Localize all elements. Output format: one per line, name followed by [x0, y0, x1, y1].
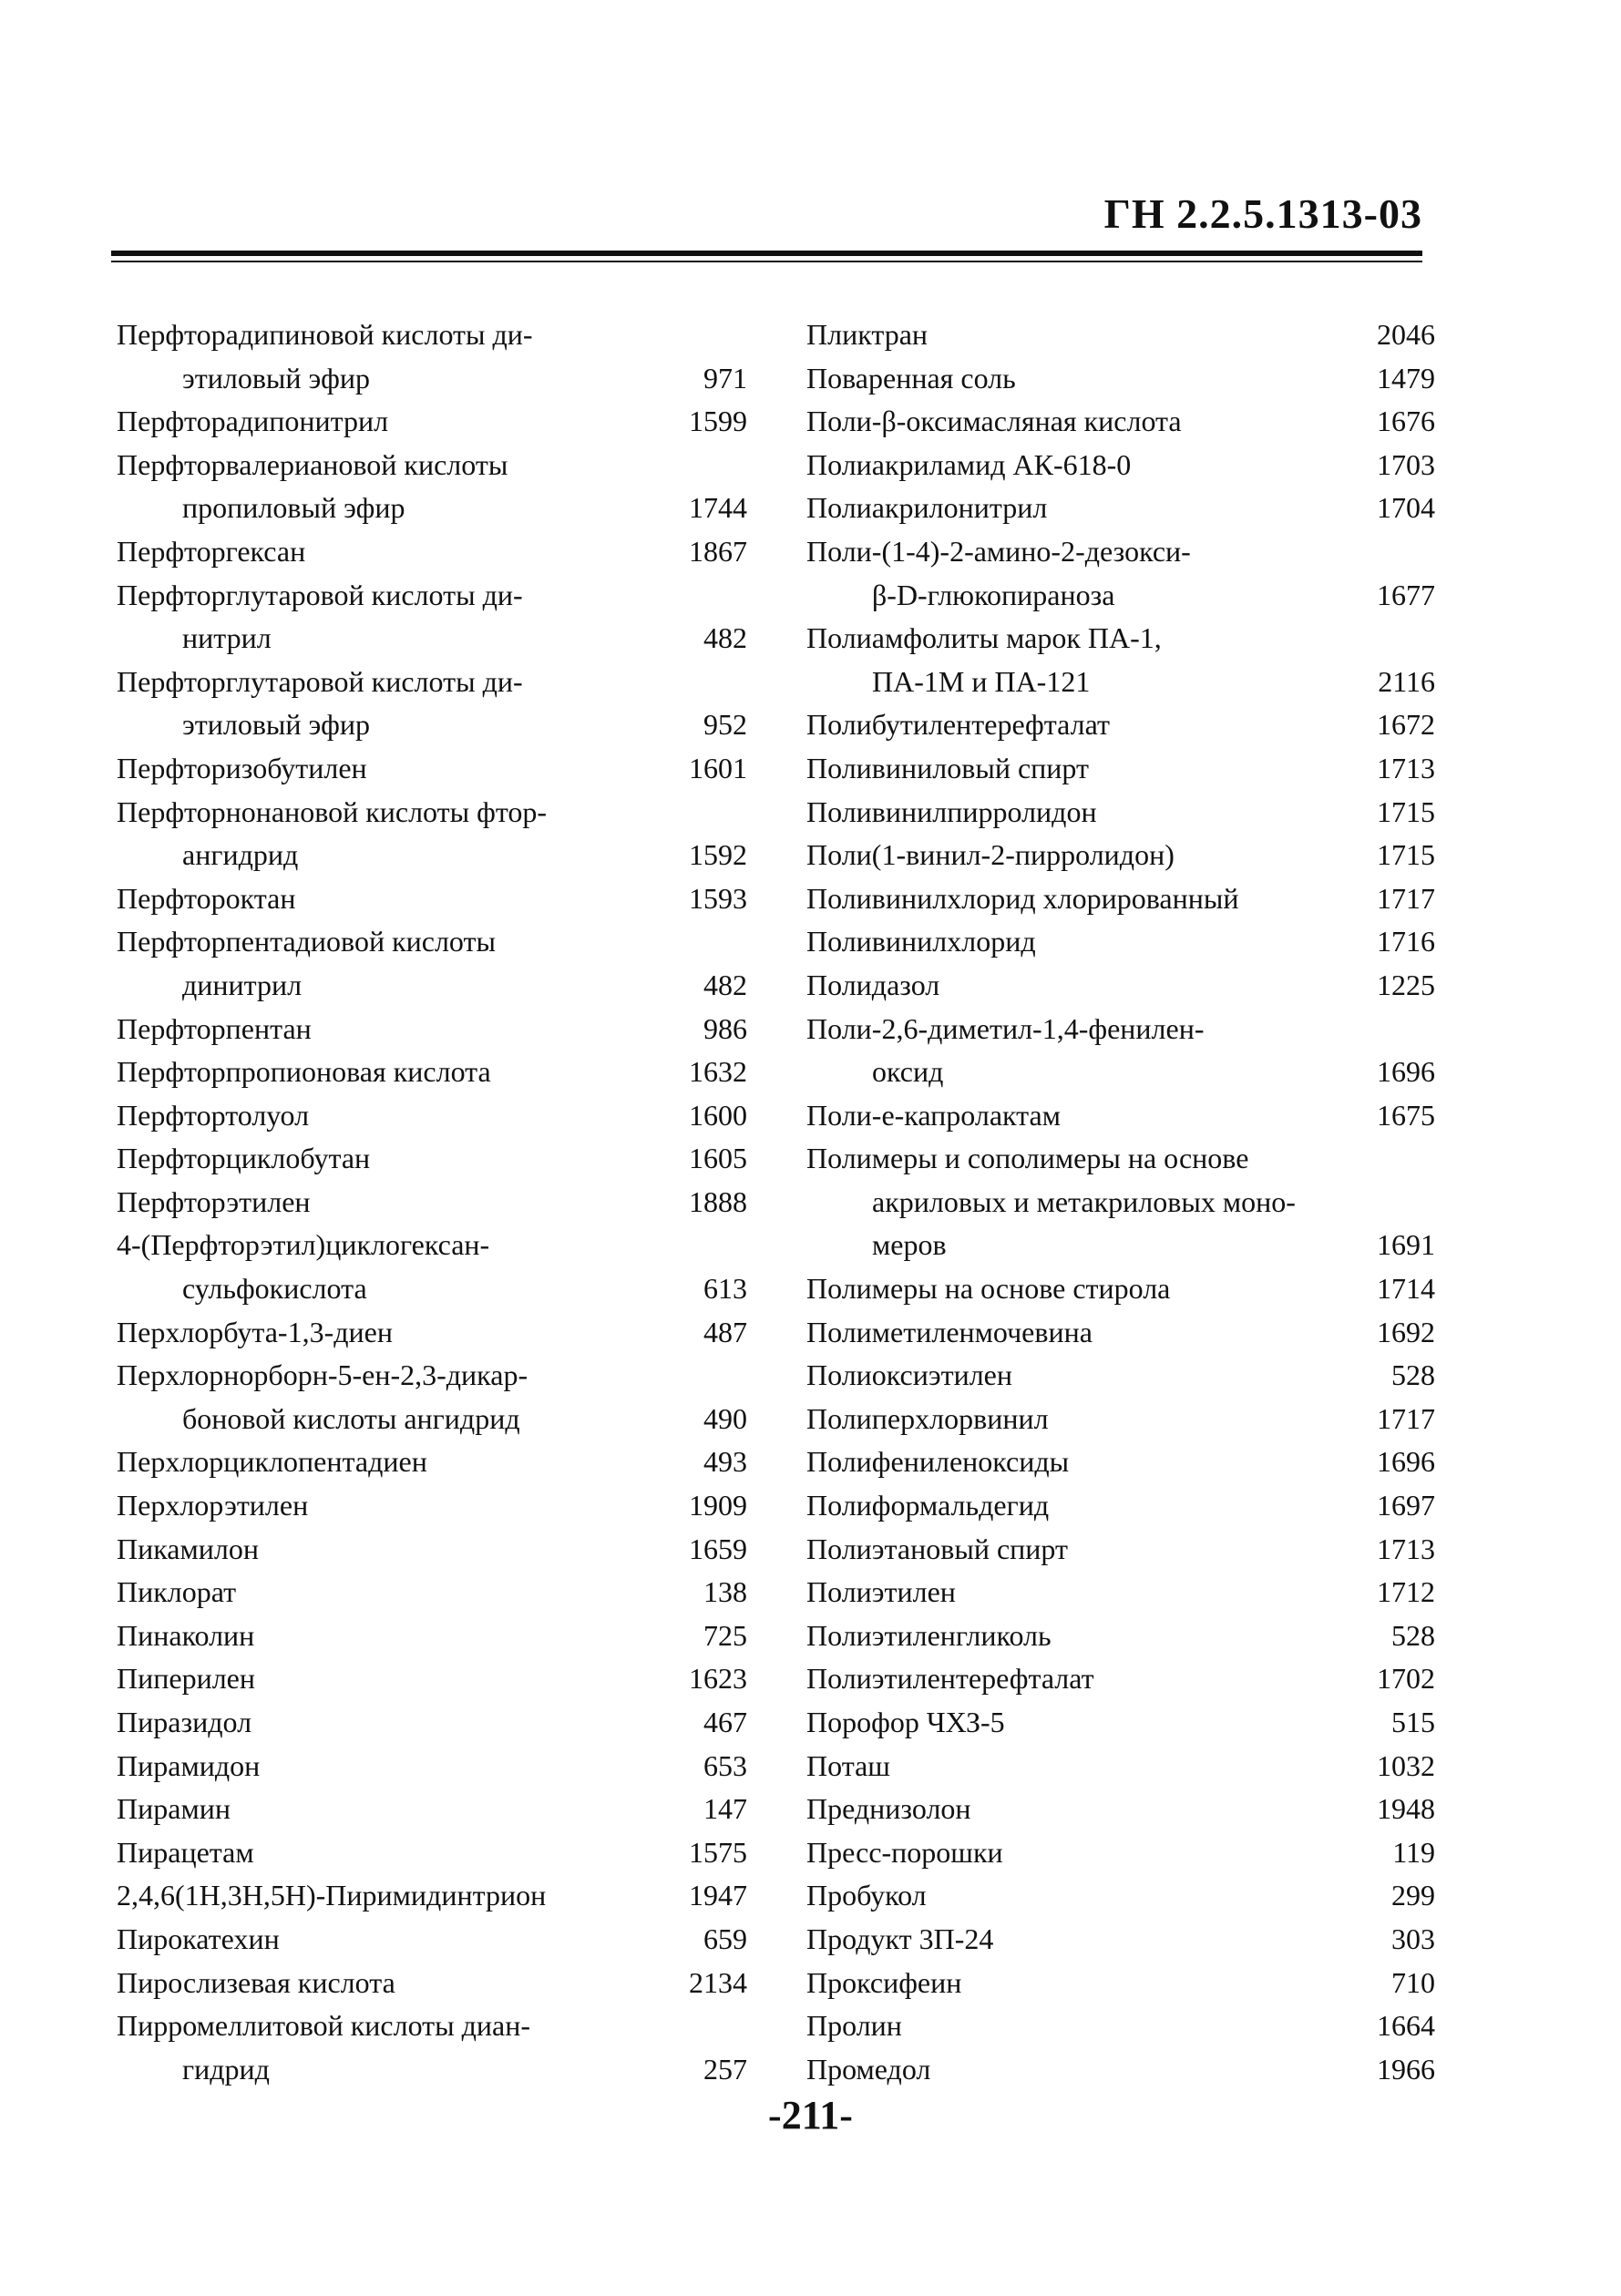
index-entry: [117, 1137, 747, 1181]
entry-page-number: [1362, 1181, 1435, 1225]
index-entry: [117, 1311, 747, 1355]
index-entry: [806, 964, 1435, 1008]
entry-name: Поли-β-оксимасляная кислота: [806, 405, 1182, 438]
index-entry: [117, 1962, 747, 2005]
index-entry: [117, 1745, 747, 1789]
entry-page-number: [674, 313, 747, 357]
entry-page-number: [674, 574, 747, 618]
entry-page-number: 1867: [689, 534, 747, 568]
entry-page-number: 490: [703, 1401, 747, 1435]
entry-page-number: 1714: [1377, 1272, 1435, 1306]
entry-name: Полибутилентерефталат: [806, 708, 1110, 742]
entry-page-number: 725: [703, 1618, 747, 1652]
entry-page-number: 1672: [1377, 708, 1435, 742]
entry-page-number: [1362, 1008, 1435, 1051]
entry-name: Поваренная соль: [806, 361, 1016, 395]
entry-name: Поташ: [806, 1748, 890, 1782]
entry-page-number: 2116: [1378, 664, 1435, 698]
entry-name: Перфторгексан: [117, 534, 306, 568]
index-entry: [117, 834, 747, 877]
index-entry: [117, 1267, 747, 1311]
index-entry: [117, 1008, 747, 1051]
index-entry: [117, 1181, 747, 1225]
entry-page-number: 613: [703, 1272, 747, 1306]
entry-page-number: 1713: [1377, 751, 1435, 784]
entry-name: Продукт 3П-24: [806, 1922, 994, 1955]
entry-name: Полиэтилен: [806, 1575, 956, 1609]
entry-page-number: 482: [703, 621, 747, 655]
entry-name: Поли-2,6-диметил-1,4-фенилен-: [806, 1011, 1205, 1045]
entry-name: Поливиниловый спирт: [806, 751, 1089, 784]
index-entry: [806, 1874, 1435, 1918]
entry-page-number: 1225: [1377, 968, 1435, 1001]
entry-name: Полиметиленмочевина: [806, 1315, 1093, 1348]
index-entry: [117, 444, 747, 487]
entry-name: Пиразидол: [117, 1706, 252, 1738]
entry-name: Полиакрилонитрил: [806, 491, 1048, 525]
entry-name: Полиамфолиты марок ПА-1,: [806, 621, 1162, 655]
entry-page-number: [674, 2004, 747, 2048]
entry-page-number: 1696: [1377, 1445, 1435, 1479]
entry-name: Преднизолон: [806, 1792, 971, 1826]
entry-name: Перфтороктан: [117, 881, 296, 915]
index-entry: [806, 1008, 1435, 1051]
entry-page-number: 2134: [689, 1965, 747, 1999]
index-entry: [806, 834, 1435, 877]
entry-name: Перхлорэтилен: [117, 1489, 309, 1522]
index-entry: [117, 877, 747, 921]
entry-page-number: [1362, 530, 1435, 574]
entry-name: Пирацетам: [117, 1835, 254, 1869]
entry-page-number: 1966: [1377, 2052, 1435, 2086]
entry-page-number: 1676: [1377, 405, 1435, 438]
index-entry: [117, 661, 747, 704]
entry-name: Пиклорат: [117, 1575, 237, 1609]
entry-name: Перфторизобутилен: [117, 751, 367, 784]
index-entry: [117, 2048, 747, 2092]
entry-name: Перхлорциклопентадиен: [117, 1445, 427, 1479]
entry-page-number: 1692: [1377, 1315, 1435, 1348]
index-entry: [117, 530, 747, 574]
entry-page-number: 1677: [1377, 578, 1435, 611]
entry-name: Перфторциклобутан: [117, 1142, 371, 1175]
entry-page-number: [674, 661, 747, 704]
index-entry: [806, 1354, 1435, 1398]
entry-name: Полифениленоксиды: [806, 1445, 1070, 1479]
index-entry: [806, 1224, 1435, 1267]
entry-name: Пробукол: [806, 1879, 927, 1912]
entry-name: меров: [872, 1228, 947, 1262]
header-rule-thick: [111, 251, 1422, 256]
entry-name: Полимеры на основе стирола: [806, 1272, 1171, 1306]
index-entry: [117, 313, 747, 357]
entry-name: Полидазол: [806, 968, 940, 1001]
index-entry: [806, 1745, 1435, 1789]
index-entry: [117, 1094, 747, 1138]
index-entry: [806, 1528, 1435, 1572]
entry-name: Пирокатехин: [117, 1922, 280, 1955]
index-entry: [117, 1354, 747, 1398]
index-entry: [117, 703, 747, 747]
entry-name: Поливинилпирролидон: [806, 794, 1097, 828]
index-entry: [117, 920, 747, 964]
entry-page-number: 138: [703, 1575, 747, 1609]
entry-name: акриловых и метакриловых моно-: [872, 1184, 1296, 1218]
index-entry: [117, 2004, 747, 2048]
index-entry: [806, 1398, 1435, 1441]
entry-page-number: 1479: [1377, 361, 1435, 395]
index-entry: [117, 1788, 747, 1831]
entry-name: Перфторпентадиовой кислоты: [117, 925, 496, 958]
entry-page-number: 1696: [1377, 1055, 1435, 1089]
index-column-right: [806, 313, 1435, 2091]
entry-name: Перхлорнорборн-5-ен-2,3-дикар-: [117, 1358, 528, 1392]
entry-name: Перфторнонановой кислоты фтор-: [117, 794, 548, 828]
entry-name: Пикамилон: [117, 1532, 259, 1565]
entry-name: Полиэтилентерефталат: [806, 1662, 1094, 1696]
entry-page-number: 1623: [689, 1662, 747, 1696]
index-entry: [806, 661, 1435, 704]
entry-page-number: [1362, 617, 1435, 661]
entry-page-number: 1704: [1377, 491, 1435, 525]
entry-name: Перфтортолуол: [117, 1098, 310, 1132]
index-entry: [806, 1051, 1435, 1094]
entry-page-number: 493: [703, 1445, 747, 1479]
entry-name: этиловый эфир: [182, 708, 370, 742]
index-entry: [117, 1831, 747, 1875]
index-entry: [806, 791, 1435, 835]
entry-name: Полиперхлорвинил: [806, 1401, 1049, 1435]
entry-name: Пирамидон: [117, 1748, 261, 1782]
entry-page-number: 1909: [689, 1489, 747, 1522]
index-entry: [806, 313, 1435, 357]
entry-page-number: [674, 1354, 747, 1398]
entry-name: Поли-(1-4)-2-амино-2-дезокси-: [806, 534, 1191, 568]
entry-page-number: 1691: [1377, 1228, 1435, 1262]
entry-page-number: 119: [1392, 1835, 1435, 1869]
entry-page-number: 528: [1391, 1358, 1435, 1392]
index-entry: [806, 1311, 1435, 1355]
index-entry: [117, 1657, 747, 1701]
index-entry: [806, 1137, 1435, 1181]
entry-page-number: 1948: [1377, 1792, 1435, 1826]
entry-page-number: 1659: [689, 1532, 747, 1565]
entry-page-number: 467: [703, 1706, 747, 1738]
index-entry: [117, 1701, 747, 1745]
index-entry: [117, 400, 747, 444]
entry-page-number: 1715: [1377, 838, 1435, 872]
entry-page-number: 659: [703, 1922, 747, 1955]
entry-name: Перфторадипиновой кислоты ди-: [117, 318, 533, 351]
entry-page-number: 710: [1391, 1965, 1435, 1999]
entry-page-number: 1712: [1377, 1575, 1435, 1609]
entry-name: Порофор ЧХЗ-5: [806, 1706, 1005, 1738]
entry-name: Промедол: [806, 2052, 931, 2086]
entry-page-number: 986: [703, 1011, 747, 1045]
index-entry: [806, 1614, 1435, 1658]
entry-name: β-D-глюкопираноза: [872, 578, 1115, 611]
entry-page-number: 1592: [689, 838, 747, 872]
entry-name: пропиловый эфир: [182, 491, 405, 525]
index-entry: [806, 2048, 1435, 2092]
entry-name: динитрил: [182, 968, 303, 1001]
entry-page-number: 1744: [689, 491, 747, 525]
entry-name: Поли-е-капролактам: [806, 1098, 1061, 1132]
entry-name: Перфторглутаровой кислоты ди-: [117, 664, 523, 698]
index-entry: [806, 1918, 1435, 1962]
entry-name: Полиоксиэтилен: [806, 1358, 1012, 1392]
entry-page-number: [674, 791, 747, 835]
index-entry: [806, 487, 1435, 530]
entry-name: боновой кислоты ангидрид: [182, 1401, 520, 1435]
index-entry: [117, 1571, 747, 1614]
entry-name: Перфторпентан: [117, 1011, 312, 1045]
entry-name: Перфторглутаровой кислоты ди-: [117, 578, 523, 611]
index-entry: [806, 1571, 1435, 1614]
index-entry: [117, 1918, 747, 1962]
entry-name: Пролин: [806, 2009, 902, 2043]
index-entry: [806, 1267, 1435, 1311]
entry-page-number: 482: [703, 968, 747, 1001]
entry-name: Пирромеллитовой кислоты диан-: [117, 2009, 531, 2043]
entry-page-number: 1697: [1377, 1489, 1435, 1522]
entry-page-number: 1715: [1377, 794, 1435, 828]
entry-page-number: 971: [703, 361, 747, 395]
index-entry: [806, 1788, 1435, 1831]
entry-name: гидрид: [182, 2052, 270, 2086]
entry-page-number: 303: [1391, 1922, 1435, 1955]
index-entry: [806, 1484, 1435, 1528]
index-entry: [806, 747, 1435, 791]
entry-page-number: 299: [1391, 1879, 1435, 1912]
index-entry: [806, 2004, 1435, 2048]
index-entry: [117, 574, 747, 618]
entry-page-number: 1599: [689, 405, 747, 438]
index-entry: [117, 964, 747, 1008]
index-entry: [117, 791, 747, 835]
entry-name: оксид: [872, 1055, 944, 1089]
entry-name: ангидрид: [182, 838, 299, 872]
index-entry: [117, 357, 747, 401]
index-entry: [806, 1701, 1435, 1745]
entry-page-number: 1888: [689, 1184, 747, 1218]
document-code: ГН 2.2.5.1313-03: [1103, 190, 1422, 237]
index-entry: [806, 574, 1435, 618]
entry-page-number: 1717: [1377, 881, 1435, 915]
entry-page-number: 2046: [1377, 318, 1435, 351]
index-entry: [117, 747, 747, 791]
entry-page-number: 257: [703, 2052, 747, 2086]
index-entry: [806, 703, 1435, 747]
index-entry: [117, 1528, 747, 1572]
entry-page-number: 1601: [689, 751, 747, 784]
entry-page-number: 1713: [1377, 1532, 1435, 1565]
entry-page-number: 1593: [689, 881, 747, 915]
entry-name: Поливинилхлорид: [806, 925, 1036, 958]
entry-name: Полиформальдегид: [806, 1489, 1050, 1522]
entry-name: Полиакриламид АК-618-0: [806, 447, 1132, 481]
index-entry: [806, 357, 1435, 401]
entry-name: 4-(Перфторэтил)циклогексан-: [117, 1228, 490, 1262]
entry-name: Пиперилен: [117, 1662, 255, 1696]
index-entry: [117, 617, 747, 661]
entry-page-number: 1703: [1377, 447, 1435, 481]
index-entry: [806, 444, 1435, 487]
index-entry: [117, 1398, 747, 1441]
entry-page-number: 1716: [1377, 925, 1435, 958]
entry-name: Перхлорбута-1,3-диен: [117, 1315, 393, 1348]
entry-page-number: 1947: [689, 1879, 747, 1912]
index-entry: [117, 1874, 747, 1918]
entry-name: нитрил: [182, 621, 272, 655]
entry-name: Пирамин: [117, 1792, 231, 1826]
entry-page-number: 1575: [689, 1835, 747, 1869]
entry-page-number: 487: [703, 1315, 747, 1348]
index-entry: [117, 1614, 747, 1658]
index-entry: [117, 1224, 747, 1267]
entry-name: сульфокислота: [182, 1272, 367, 1306]
entry-name: Полиэтановый спирт: [806, 1532, 1068, 1565]
index-entry: [117, 1440, 747, 1484]
entry-page-number: 1675: [1377, 1098, 1435, 1132]
entry-page-number: 515: [1391, 1706, 1435, 1738]
entry-name: Пинаколин: [117, 1618, 255, 1652]
entry-name: Пресс-порошки: [806, 1835, 1003, 1869]
entry-page-number: 1032: [1377, 1748, 1435, 1782]
index-entry: [117, 1051, 747, 1094]
entry-page-number: 1632: [689, 1055, 747, 1089]
index-entry: [806, 877, 1435, 921]
entry-page-number: 653: [703, 1748, 747, 1782]
entry-name: Поливинилхлорид хлорированный: [806, 881, 1239, 915]
index-entry: [806, 1962, 1435, 2005]
entry-page-number: 528: [1391, 1618, 1435, 1652]
entry-name: Пирослизевая кислота: [117, 1965, 395, 1999]
entry-page-number: 1702: [1377, 1662, 1435, 1696]
index-entry: [806, 1831, 1435, 1875]
entry-page-number: [674, 444, 747, 487]
entry-name: 2,4,6(1Н,3Н,5Н)-Пиримидинтрион: [117, 1879, 547, 1912]
entry-page-number: 1600: [689, 1098, 747, 1132]
entry-page-number: 952: [703, 708, 747, 742]
index-entry: [806, 1181, 1435, 1225]
index-entry: [806, 920, 1435, 964]
entry-name: Полиэтиленгликоль: [806, 1618, 1052, 1652]
index-entry: [806, 1440, 1435, 1484]
entry-page-number: 147: [703, 1792, 747, 1826]
entry-name: Перфторпропионовая кислота: [117, 1055, 491, 1089]
index-entry: [806, 617, 1435, 661]
page-number: -211-: [768, 2093, 853, 2137]
entry-name: этиловый эфир: [182, 361, 370, 395]
index-entry: [806, 400, 1435, 444]
index-column-left: [117, 313, 747, 2091]
index-entry: [806, 1657, 1435, 1701]
entry-page-number: [674, 920, 747, 964]
entry-page-number: 1664: [1377, 2009, 1435, 2043]
header-rule-thin: [111, 261, 1422, 262]
entry-page-number: 1717: [1377, 1401, 1435, 1435]
entry-name: Проксифеин: [806, 1965, 962, 1999]
entry-page-number: 1605: [689, 1142, 747, 1175]
entry-name: Пликтран: [806, 318, 928, 351]
entry-name: Перфторэтилен: [117, 1184, 311, 1218]
index-entry: [806, 1094, 1435, 1138]
entry-name: Полимеры и сополимеры на основе: [806, 1142, 1249, 1175]
entry-page-number: [674, 1224, 747, 1267]
entry-name: Перфторадипонитрил: [117, 405, 389, 438]
index-entry: [117, 487, 747, 530]
entry-name: Поли(1-винил-2-пирролидон): [806, 838, 1175, 872]
index-entry: [806, 530, 1435, 574]
entry-name: Перфторвалериановой кислоты: [117, 447, 508, 481]
entry-page-number: [1362, 1137, 1435, 1181]
index-entry: [117, 1484, 747, 1528]
entry-name: ПА-1М и ПА-121: [872, 664, 1091, 698]
